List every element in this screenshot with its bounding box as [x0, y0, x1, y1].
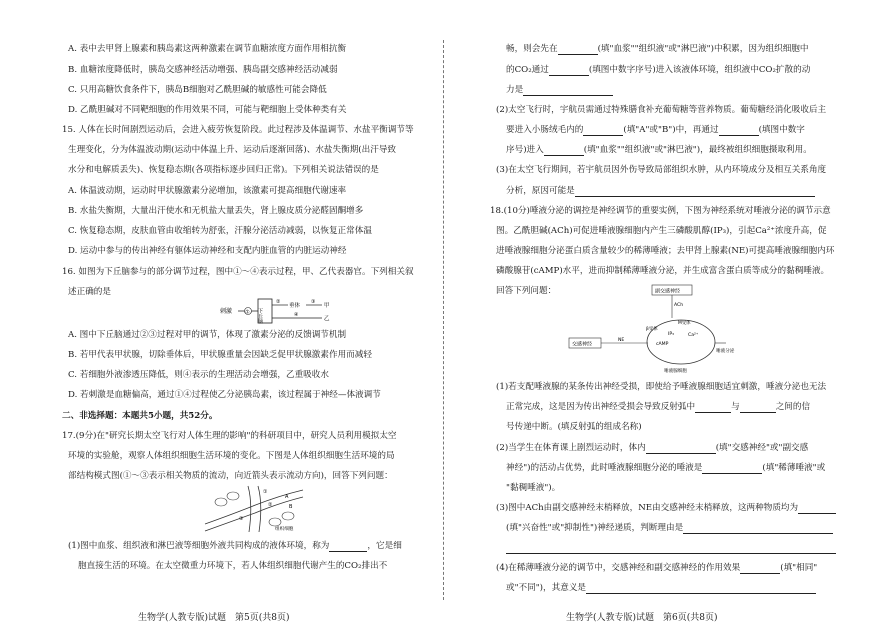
fig-label-ach: ACh: [674, 303, 684, 308]
answer-blank[interactable]: [646, 444, 716, 454]
fig-label-b: B: [289, 504, 293, 510]
q17-sub1-line: 胞直接生活的环境。在太空微重力环境下，若人体组织细胞代谢产生的CO₂排出不: [78, 561, 388, 571]
answer-blank[interactable]: [740, 403, 776, 413]
q16-stem-line: 16. 如图为下丘脑参与的部分调节过程，图中①～④表示过程，甲、乙代表器官。下列相关叙: [62, 267, 414, 277]
fig-label-4: ④: [294, 312, 299, 318]
fig-label-saliva-secretion: 唾液分泌: [716, 349, 735, 354]
q17-sub1-line: [68, 541, 402, 552]
text: 的CO₂通过: [506, 65, 549, 75]
fig-label-sympathetic: 交感神经: [572, 341, 593, 348]
q17-sub3-line: [506, 186, 815, 197]
text: (填图中数字序号)进入该液体环境，组织液中CO₂扩散的动: [588, 65, 811, 75]
q17-sub1-cont: [506, 65, 810, 76]
text: (填"A"或"B")中，再通过: [623, 125, 719, 135]
text: 正常完成，这是因为传出神经受损会导致反射弧中: [506, 402, 696, 412]
q18-sub1-line: [506, 402, 810, 413]
text: (填"血浆""组织液"或"淋巴液")，最终被组织细胞摄取利用。: [583, 145, 812, 155]
fig-label-ne: NE: [618, 338, 625, 343]
fig-label-1: ①: [263, 489, 268, 495]
q18-sub2-line: [506, 463, 825, 474]
q15-option-d: D. 运动中参与的传出神经有躯体运动神经和支配内脏血管的内脏运动神经: [68, 246, 347, 256]
fig-label-yi: 乙: [324, 316, 330, 322]
fig-label-2: ②: [268, 502, 273, 508]
q15-stem-line: 15. 人体在长时间剧烈运动后，会进入疲劳恢复阶段。此过程涉及体温调节、水盐平衡调节等: [62, 125, 414, 135]
answer-blank[interactable]: [558, 45, 598, 55]
answer-blank[interactable]: [798, 504, 836, 514]
fig-label-gland-cell: 唾液腺细胞: [664, 369, 687, 374]
answer-blank[interactable]: [683, 524, 833, 534]
fig-label-camp: cAMP: [656, 342, 669, 347]
answer-blank[interactable]: [586, 584, 816, 594]
answer-blank[interactable]: [695, 403, 731, 413]
q17-sub1-cont: [506, 85, 613, 96]
hypothalamus-diagram: [218, 296, 368, 326]
q15-option-c: C. 恢复稳态期，皮肤血管由收缩转为舒张，汗腺分泌活动减弱，以恢复正常体温: [68, 226, 372, 236]
text: 序号)进入: [506, 145, 544, 155]
text: 要进入小肠绒毛内的: [506, 125, 584, 135]
q16-option-d: D. 若刺激是血糖偏高，通过①④过程使乙分泌胰岛素，该过程属于神经—体液调节: [68, 390, 381, 400]
text: (4)在稀薄唾液分泌的调节中，交感神经和副交感神经的作用效果: [496, 563, 741, 573]
q14-option-d: D. 乙酰胆碱对不同靶细胞的作用效果不同，可能与靶细胞上受体种类有关: [68, 105, 347, 115]
text: 之间的信: [775, 402, 811, 412]
fig-label-hypothalamus: 下丘脑: [257, 308, 263, 324]
answer-blank[interactable]: [583, 126, 623, 136]
text: (填"血浆""组织液"或"淋巴液")中积累，因为组织细胞中: [597, 44, 809, 54]
fig-label-2: ②: [276, 299, 281, 305]
q18-sub2-line: "黏稠唾液")。: [506, 483, 561, 493]
q16-option-b: B. 若甲代表甲状腺，切除垂体后，甲状腺重量会因缺乏促甲状腺激素作用而减轻: [68, 350, 372, 360]
fig-label-ca: Ca²⁺: [688, 333, 699, 338]
q17-sub1-text-cont: ，它是细: [367, 541, 402, 551]
fig-label-m-receptor: M受体: [678, 321, 691, 326]
q18-stem-line: 18.(10分)唾液分泌的调控是神经调节的重要实例，下图为神经系统对唾液分泌的调节示意: [490, 206, 831, 216]
fig-label-a: A: [285, 494, 289, 500]
page-divider: [443, 40, 444, 600]
text: 分析，原因可能是: [506, 186, 575, 196]
text: (3)图中ACh由副交感神经末梢释放，NE由交感神经末梢释放，这两种物质均为: [496, 503, 799, 513]
q17-stem-line: 环境的实验舱，观察人体组织细胞生活环境的变化。下图是人体组织细胞生活环境的局: [68, 451, 395, 461]
text: 畅，则会先在: [506, 44, 558, 54]
answer-blank[interactable]: [740, 564, 780, 574]
q18-sub3-line: [496, 503, 836, 514]
fig-label-parasympathetic: 副交感神经: [655, 288, 681, 295]
text: 力是: [506, 85, 524, 95]
fig-label-3: ③: [239, 516, 244, 522]
q18-sub3-answer-line: [506, 543, 836, 554]
section-title: 二、非选择题：本题共5小题，共52分。: [62, 411, 218, 421]
text: 或"不同")，其意义是: [506, 583, 587, 593]
q18-sub3-line: [506, 523, 833, 534]
q18-sub1-line: 号传递中断。(填反射弧的组成名称): [506, 422, 642, 432]
q14-option-a: A. 表中去甲肾上腺素和胰岛素这两种激素在调节血糖浓度方面作用相抗衡: [68, 44, 347, 54]
q16-option-a: A. 图中下丘脑通过②③过程对甲的调节，体现了激素分泌的反馈调节机制: [68, 330, 347, 340]
q17-sub2-line: [506, 125, 805, 136]
text: (填图中数字: [758, 125, 805, 135]
fig-label-pituitary: 垂体: [289, 303, 301, 309]
q15-stem-line: 生理变化，分为体温波动期(运动中体温上升、运动后逐渐回落)、水盐失衡期(出汗导致: [68, 145, 397, 155]
page-footer-right: 生物学(人教专版)试题 第6页(共8页): [566, 613, 718, 623]
q14-option-c: C. 只用高糖饮食条件下，胰岛B细胞对乙酰胆碱的敏感性可能会降低: [68, 85, 327, 95]
q18-sub1-line: (1)若支配唾液腺的某条传出神经受损，即使给予唾液腺细胞适宜刺激，唾液分泌也无法: [496, 382, 827, 392]
tissue-structure-diagram: [203, 484, 308, 534]
q17-sub3-line: (3)在太空飞行期间，若宇航员因外伤导致局部组织水肿，从内环境成分及相互关系角度: [496, 165, 827, 175]
text: (填"相同": [780, 563, 818, 573]
answer-blank[interactable]: [549, 66, 589, 76]
q15-option-b: B. 水盐失衡期，大量出汗使水和无机盐大量丢失，肾上腺皮质分泌醛固酮增多: [68, 206, 364, 216]
text: (2)当学生在体育课上剧烈运动时，体内: [496, 443, 646, 453]
q17-sub2-line: (2)太空飞行时，宇航员需通过特殊膳食补充葡萄糖等营养物质。葡萄糖经消化吸收后主: [496, 105, 827, 115]
q16-option-c: C. 若细胞外液渗透压降低，则④表示的生理活动会增强，乙重吸收水: [68, 370, 329, 380]
q15-stem-line: 水分和电解质丢失)、恢复稳态期(各项指标逐步回归正常)。下列相关说法错误的是: [68, 165, 379, 175]
q18-stem-line: 磷酸腺苷(cAMP)水平，进而抑制稀薄唾液分泌，并生成富含蛋白质等成分的黏稠唾液。: [496, 266, 830, 276]
q17-stem-line: 17.(9分)在"研究长期太空飞行对人体生理的影响"的科研项目中，研究人员利用模拟太空: [62, 431, 397, 441]
q14-option-b: B. 血糖浓度降低时，胰岛交感神经活动增强、胰岛副交感神经活动减弱: [68, 65, 338, 75]
saliva-regulation-diagram: [566, 282, 746, 377]
answer-blank[interactable]: [523, 86, 613, 96]
text: (填"交感神经"或"副交感: [715, 443, 809, 453]
answer-blank[interactable]: [719, 126, 759, 136]
q16-stem-line: 述正确的是: [68, 287, 111, 297]
text: 与: [731, 402, 740, 412]
text: (填"兴奋性"或"抑制性")神经递质，判断理由是: [506, 523, 684, 533]
answer-blank[interactable]: [506, 544, 836, 554]
q18-sub4-line: [496, 563, 817, 574]
q18-stem-line: 图。乙酰胆碱(ACh)可促进唾液腺细胞内产生三磷酸肌醇(IP₃)，引起Ca²⁺浓度升高，促: [496, 226, 827, 236]
q18-sub2-line: [496, 443, 808, 454]
q17-sub2-line: [506, 145, 812, 156]
answer-blank[interactable]: [329, 542, 367, 552]
fig-label-ip3: IP₃: [668, 332, 674, 337]
fig-label-tissue-cell: 组织细胞: [275, 527, 294, 532]
q17-sub1-text: (1)图中血浆、组织液和淋巴液等细胞外液共同构成的液体环境，称为: [68, 541, 330, 551]
q15-option-a: A. 体温波动期，运动时甲状腺激素分泌增加，该激素可提高细胞代谢速率: [68, 186, 347, 196]
q17-stem-line: 部结构模式图(①～③表示相关物质的流动，向近箭头表示流动方向)，回答下列问题：: [68, 471, 393, 481]
q18-stem-line: 进唾液腺细胞分泌蛋白质含量较少的稀薄唾液；去甲肾上腺素(NE)可提高唾液腺细胞内环: [496, 246, 835, 256]
page-footer-left: 生物学(人教专版)试题 第5页(共8页): [138, 613, 290, 623]
fig-label-beta-receptor: β受体: [646, 327, 658, 332]
answer-blank[interactable]: [544, 146, 584, 156]
answer-blank[interactable]: [702, 464, 762, 474]
fig-label-stimulus: 刺激: [220, 308, 233, 315]
q18-stem-line: 回答下列问题：: [496, 286, 557, 296]
text: (填"稀薄唾液"或: [762, 463, 826, 473]
answer-blank[interactable]: [575, 187, 815, 197]
fig-label-1: ①: [245, 309, 250, 316]
text: 神经")的活动占优势，此时唾液腺细胞分泌的唾液是: [506, 463, 703, 473]
q17-sub1-cont: [506, 44, 808, 55]
fig-label-3: ③: [311, 299, 316, 305]
q18-sub4-line: [506, 583, 816, 594]
fig-label-jia: 甲: [324, 303, 330, 309]
